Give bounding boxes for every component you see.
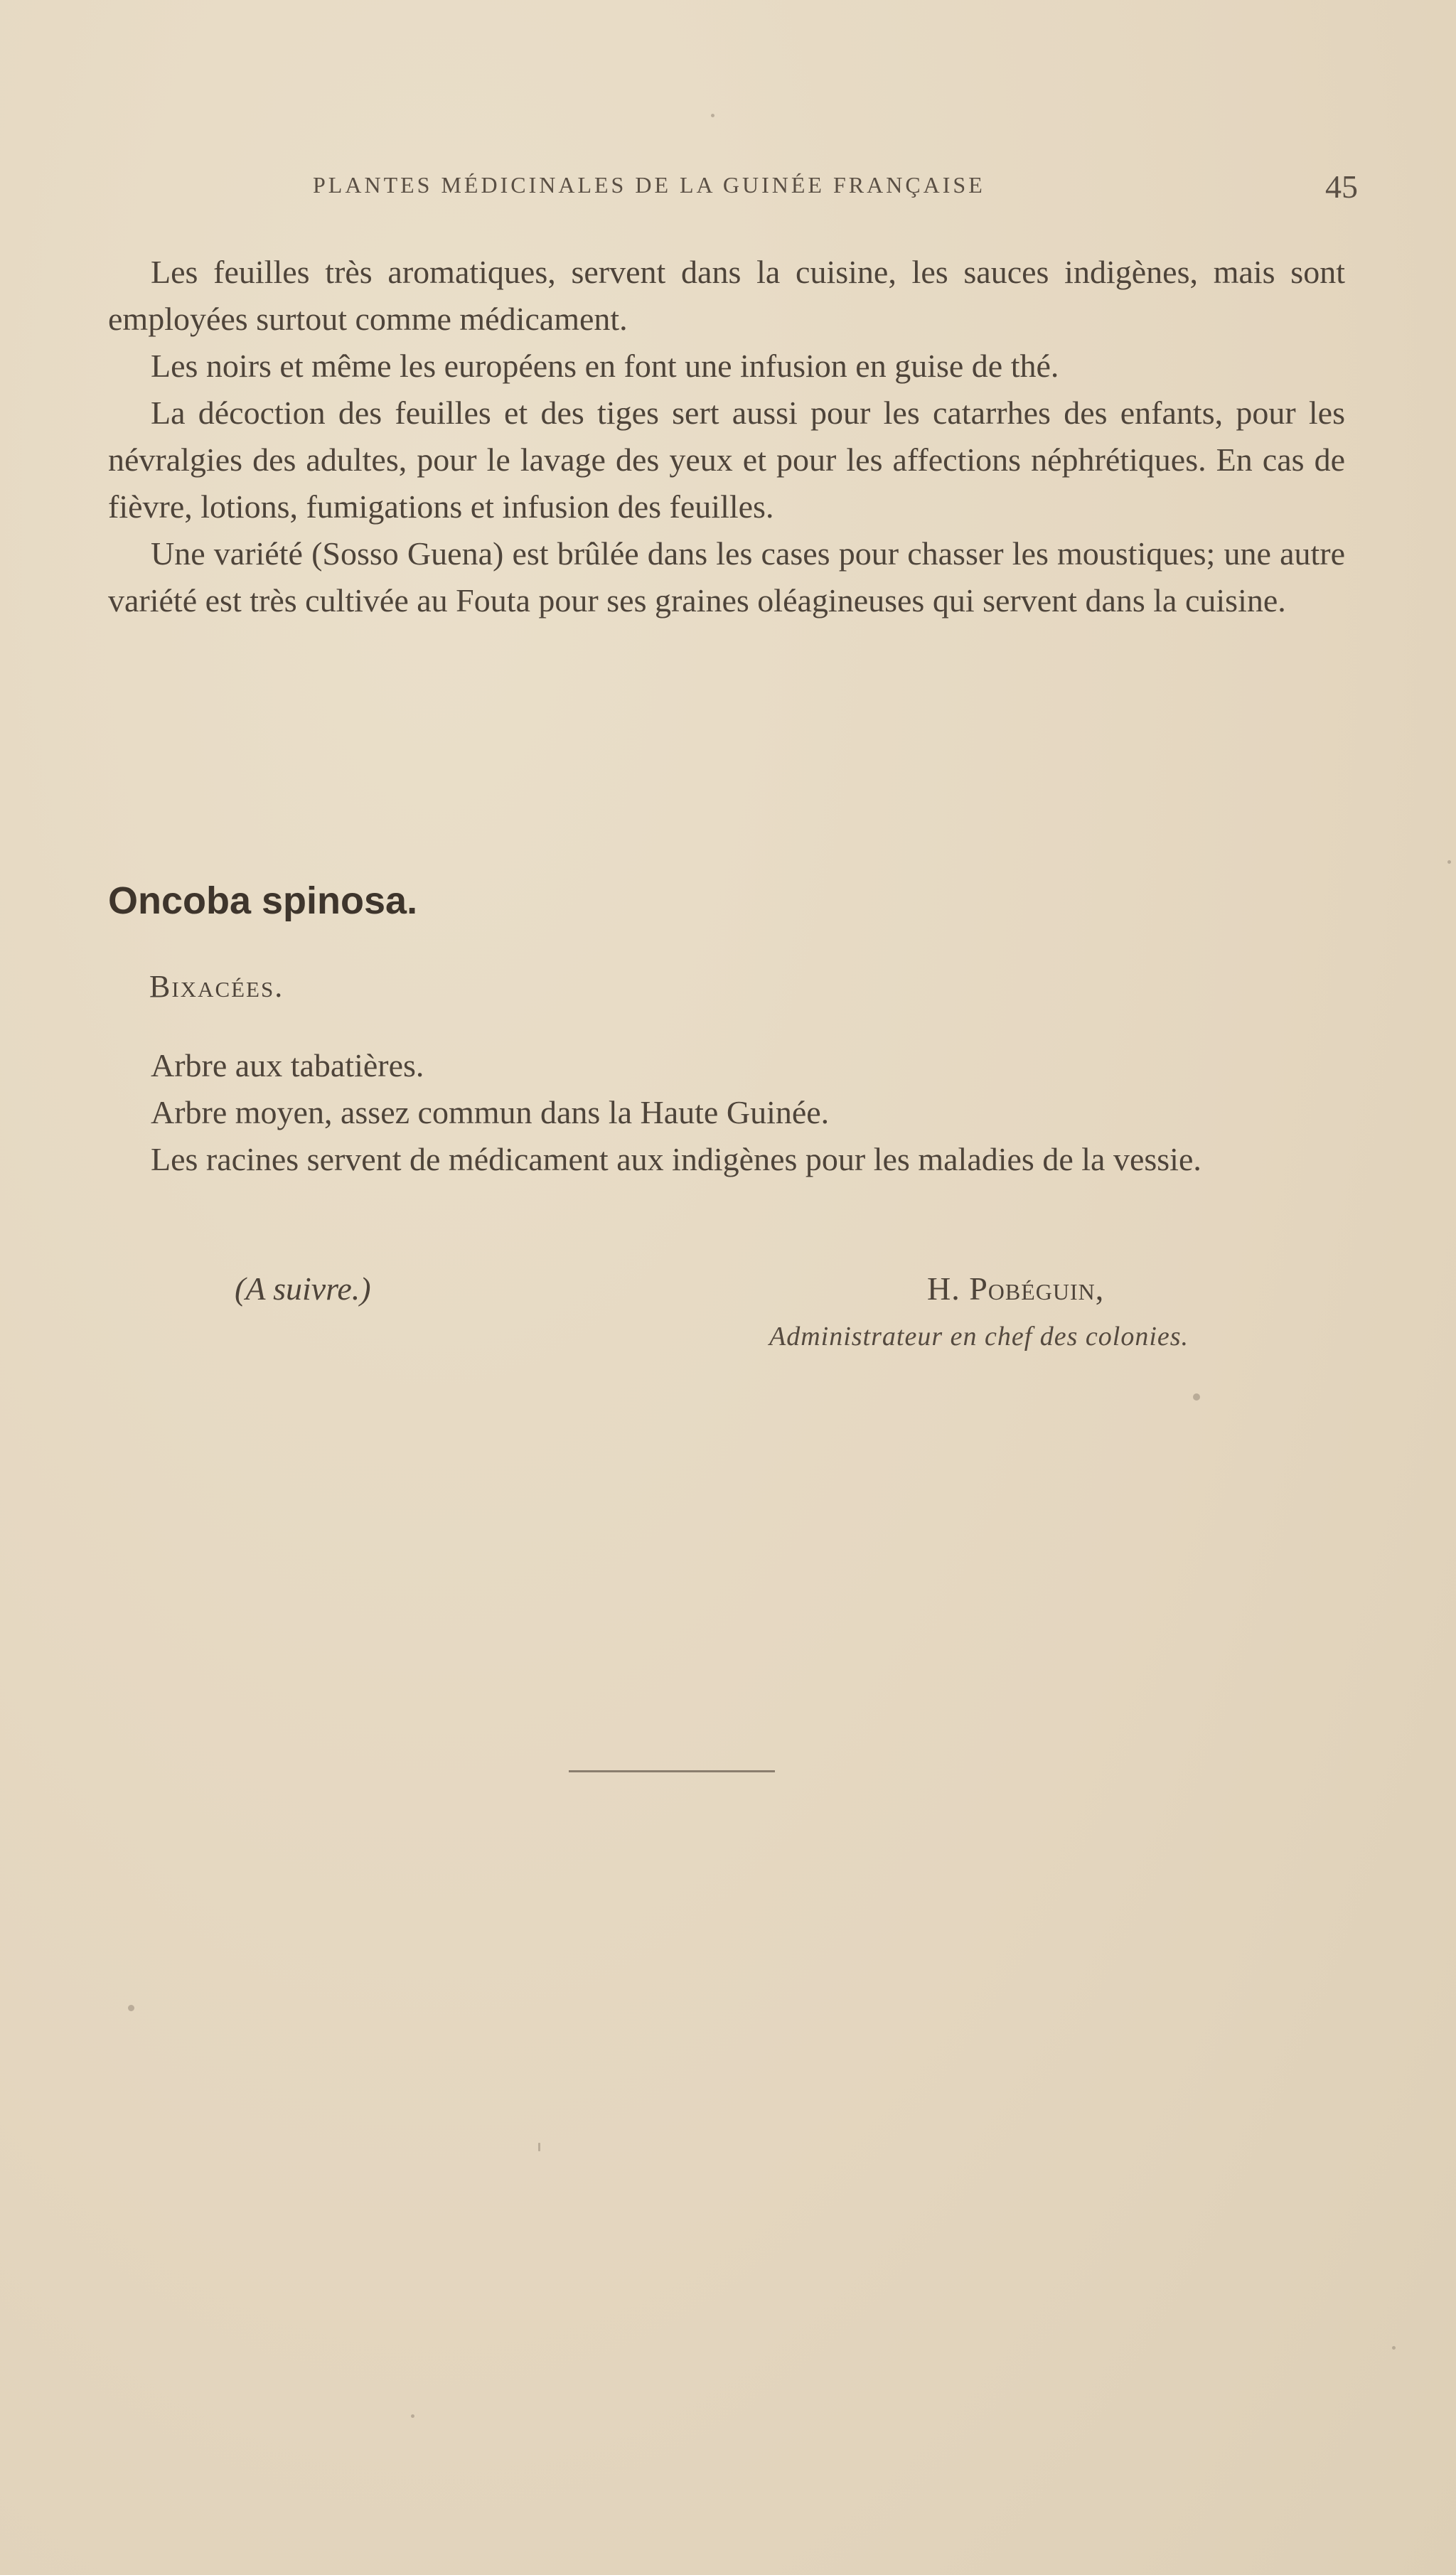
section-text-2 <box>108 1042 1345 1183</box>
closing-line <box>108 1270 1345 1319</box>
species-heading: Oncoba spinosa. <box>108 879 418 922</box>
paper-speck <box>1392 2346 1396 2350</box>
paragraph: Arbre moyen, assez commun dans la Haute Guinée. <box>151 1094 830 1130</box>
page-header <box>107 168 1358 215</box>
paragraph: Les feuilles très aromatiques, servent dans la cuisine, les sauces indigènes, mais sont employées surtout comme médicament. <box>108 254 1345 337</box>
paper-speck <box>1193 1393 1200 1401</box>
paper-speck <box>1447 860 1451 864</box>
family-name: Bixacées. <box>149 969 284 1004</box>
paragraph: Les noirs et même les européens en font une infusion en guise de thé. <box>151 348 1059 384</box>
section-text-1 <box>108 249 1345 624</box>
separator-rule <box>569 1770 775 1772</box>
paragraph: Arbre aux tabatières. <box>151 1047 424 1083</box>
author-title: Administrateur en chef des colonies. <box>769 1322 1189 1351</box>
paragraph: Une variété (Sosso Guena) est brûlée dans les cases pour chasser les moustiques; une autre variété est très cultivée au Fouta pour ses graines oléagineuses qui servent dans la cuisine. <box>108 535 1345 619</box>
paper-speck <box>411 2414 414 2418</box>
paragraph: Les racines servent de médicament aux indigènes pour les maladies de la vessie. <box>151 1141 1201 1177</box>
author-signature: H. Pobéguin, <box>927 1270 1105 1307</box>
to-be-continued: (A suivre.) <box>235 1270 371 1307</box>
running-title: PLANTES MÉDICINALES DE LA GUINÉE FRANÇAISE <box>313 172 985 198</box>
paper-speck <box>128 2005 134 2011</box>
paper-speck <box>711 114 714 117</box>
page-number: 45 <box>1325 168 1358 205</box>
paper-speck <box>538 2143 540 2151</box>
paragraph: La décoction des feuilles et des tiges sert aussi pour les catarrhes des enfants, pour les névralgies des adultes, pour le lavage des yeux et pour les affections néphrétiques. En cas de fièvre, lotions, fumigations et infusion des feuilles. <box>108 395 1345 525</box>
